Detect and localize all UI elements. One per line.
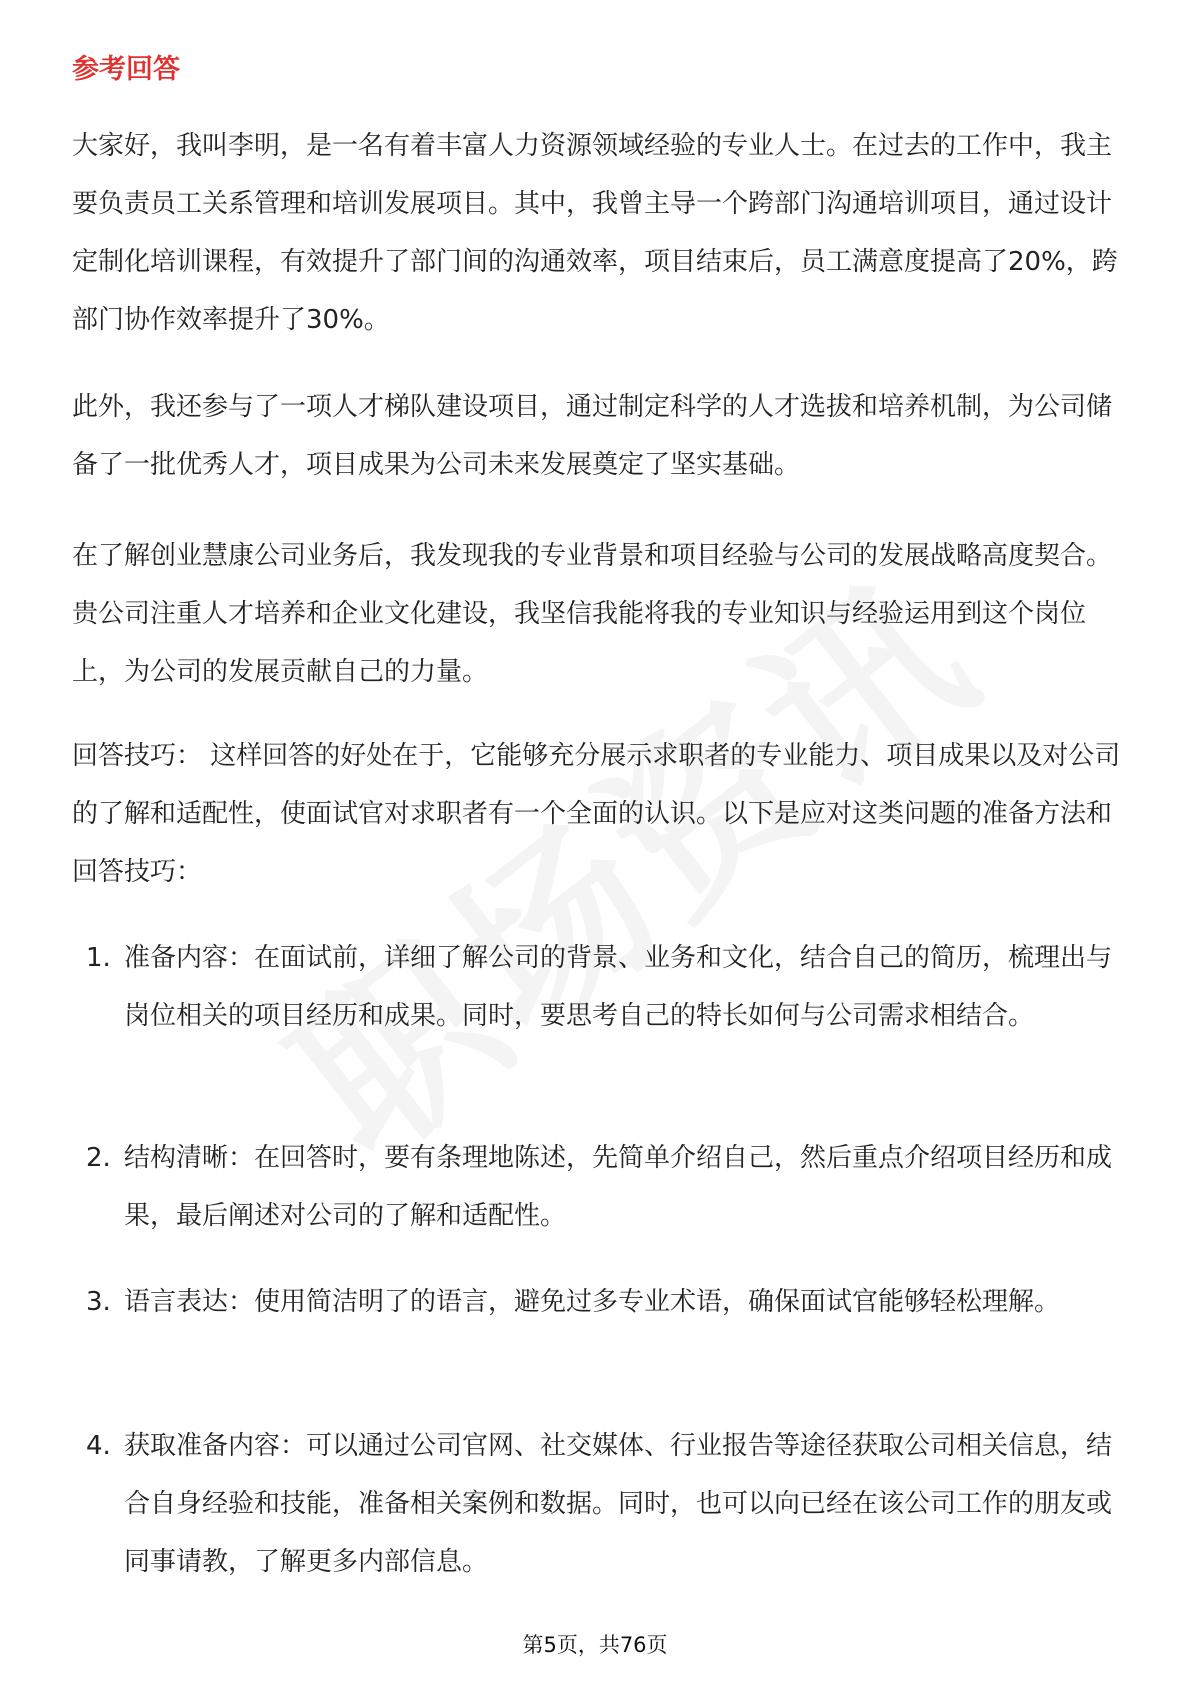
page-footer: 第5页，共76页 (522, 1633, 668, 1657)
list-text: 获取准备内容：可以通过公司官网、社交媒体、行业报告等途径获取公司相关信息，结合自身经验和技能，准备相关案例和数据。同时，也可以向已经在该公司工作的朋友或同事请教，了解更多内部信息。 (124, 1431, 1113, 1577)
list-item (86, 1417, 1122, 1591)
paragraph-answer-tips: 回答技巧： 这样回答的好处在于，它能够充分展示求职者的专业能力、项目成果以及对公司的了解和适配性，使面试官对求职者有一个全面的认识。以下是应对这类问题的准备方法和回答技巧： (72, 741, 1121, 887)
list-number: 1. (86, 943, 111, 973)
list-item (86, 1129, 1122, 1245)
list-item (86, 1273, 1122, 1331)
list-number: 2. (86, 1143, 111, 1173)
list-number: 4. (86, 1431, 111, 1461)
list-text: 结构清晰：在回答时，要有条理地陈述，先简单介绍自己，然后重点介绍项目经历和成果，最后阐述对公司的了解和适配性。 (124, 1143, 1113, 1231)
section-title: 参考回答 (72, 54, 180, 85)
paragraph-intro: 大家好，我叫李明，是一名有着丰富人力资源领域经验的专业人士。在过去的工作中，我主要负责员工关系管理和培训发展项目。其中，我曾主导一个跨部门沟通培训项目，通过设计定制化培训课程，有效提升了部门间的沟通效率，项目结束后，员工满意度提高了20%，跨部门协作效率提升了30%。 (72, 131, 1118, 335)
list-number: 3. (86, 1287, 111, 1317)
paragraph-talent: 此外，我还参与了一项人才梯队建设项目，通过制定科学的人才选拔和培养机制，为公司储备了一批优秀人才，项目成果为公司未来发展奠定了坚实基础。 (72, 392, 1113, 480)
list-item (86, 929, 1122, 1045)
list-text: 语言表达：使用简洁明了的语言，避免过多专业术语，确保面试官能够轻松理解。 (124, 1287, 1061, 1317)
list-text: 准备内容：在面试前，详细了解公司的背景、业务和文化，结合自己的简历，梳理出与岗位相关的项目经历和成果。同时，要思考自己的特长如何与公司需求相结合。 (124, 943, 1113, 1031)
paragraph-company-fit: 在了解创业慧康公司业务后，我发现我的专业背景和项目经验与公司的发展战略高度契合。贵公司注重人才培养和企业文化建设，我坚信我能将我的专业知识与经验运用到这个岗位上，为公司的发展贡献自己的力量。 (72, 541, 1113, 687)
